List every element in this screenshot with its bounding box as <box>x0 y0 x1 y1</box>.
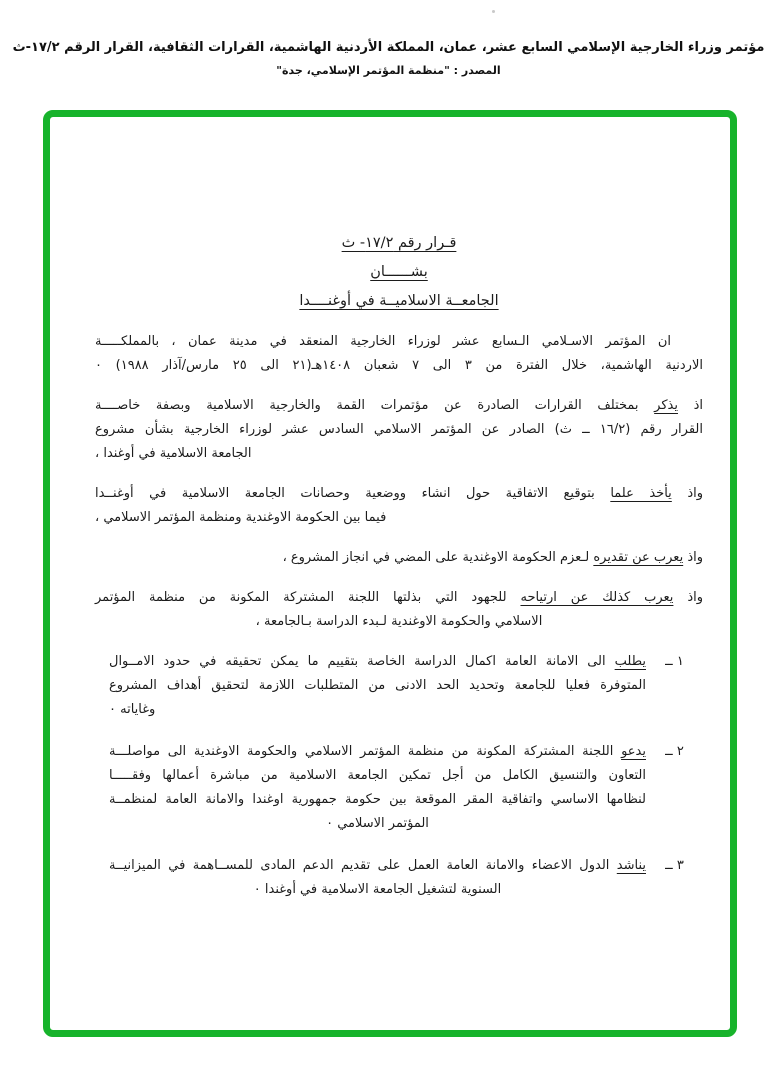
text-run: المتوفرة فعليا للجامعة وتحديد الحد الادنى من المتطلبات اللازمة لتحقيق أهداف المشروع <box>109 678 646 693</box>
scan-speck <box>492 10 495 13</box>
title-text: قـرار رقم ١٧/٢- ث <box>341 235 457 251</box>
preamble-paragraph <box>95 482 703 530</box>
document-line <box>95 330 703 354</box>
text-run: الى الامانة العامة اكمال الدراسة الخاصة بتقييم ما يمكن تحقيقه في حدود الامــوال <box>109 654 615 669</box>
item-number: ٢ ــ <box>665 744 684 759</box>
text-run: القرار رقم (١٦/٢ ــ ث) الصادر عن المؤتمر الاسلامي السادس عشر لوزراء الخارجية بشأن مشروع <box>95 422 703 437</box>
underlined-phrase: يناشد <box>616 858 646 873</box>
resolution-item <box>95 740 703 836</box>
text-run: اذ <box>677 398 703 413</box>
document-body <box>50 117 730 920</box>
text-run: بمختلف القرارات الصادرة عن مؤتمرات القمة والخارجية الاسلامية وبصفة خاصــــة <box>95 398 655 413</box>
document-line <box>95 482 703 506</box>
underlined-phrase: يعرب عن تقديره <box>593 550 684 565</box>
document-line <box>95 546 703 570</box>
document-line <box>95 506 703 530</box>
citation-line: مؤتمر وزراء الخارجية الإسلامي السابع عشر، عمان، المملكة الأردنية الهاشمية، القرارات الثقافية، القرار الرقم ١٧/٢-ث <box>12 40 765 55</box>
source-line: المصدر : "منظمة المؤتمر الإسلامي، جدة" <box>276 64 501 77</box>
text-run: الجامعة الاسلامية في أوغندا ، <box>95 446 252 461</box>
text-run: فيما بين الحكومة الاوغندية ومنظمة المؤتمر الاسلامي ، <box>95 510 387 525</box>
text-run: للجهود التي بذلتها اللجنة المشتركة المكونة من منظمة المؤتمر <box>95 590 521 605</box>
text-run: التعاون والتنسيق الكامل من أجل تمكين الجامعة الاسلامية من مباشرة أعمالها وفقـــــا <box>109 768 646 783</box>
document-line <box>95 394 703 418</box>
document-line <box>95 610 703 634</box>
text-run: الدول الاعضاء والامانة العامة العمل على تقديم الدعم المادى للمســاهمة في الميزانيــة <box>109 858 617 873</box>
document-line <box>95 442 703 466</box>
text-run: وغاياته ٠ <box>109 702 156 717</box>
resolution-item <box>95 650 703 722</box>
document-line <box>109 650 646 674</box>
text-run: ان المؤتمر الاسـلامي الـسابع عشر لوزراء الخارجية المنعقد في مدينة عمان ، بالمملكـــــة <box>95 334 671 349</box>
document-line <box>109 788 646 812</box>
text-run: اللجنة المشتركة المكونة من منظمة المؤتمر الاسلامي والحكومة الاوغندية الى مواصلـــة <box>109 744 622 759</box>
text-run: المؤتمر الاسلامي ٠ <box>326 816 429 831</box>
preamble-paragraph <box>95 394 703 466</box>
preamble-paragraphs <box>95 330 703 634</box>
document-line <box>95 418 703 442</box>
document-line <box>109 764 646 788</box>
document-frame <box>43 110 737 1037</box>
document-line <box>95 586 703 610</box>
preamble-paragraph <box>95 546 703 570</box>
resolution-item <box>95 854 703 902</box>
item-text <box>109 650 646 722</box>
underlined-phrase: يذكر <box>654 398 678 413</box>
underlined-phrase: يأخذ علما <box>610 486 672 501</box>
document-line <box>109 812 646 836</box>
title-line <box>95 229 703 258</box>
preamble-paragraph <box>95 330 703 378</box>
text-run: الاردنية الهاشمية، خلال الفترة من ٣ الى ٧ شعبان ١٤٠٨هـ(٢١ الى ٢٥ مارس/آذار ١٩٨٨) ٠ <box>95 358 703 373</box>
item-number: ١ ــ <box>665 654 684 669</box>
title-line <box>95 287 703 316</box>
document-line <box>109 740 646 764</box>
document-line <box>109 878 646 902</box>
title-text: الجامعــة الاسلاميــة في أوغنــــدا <box>299 293 499 309</box>
text-run: لنظامها الاساسي واتفاقية المقر الموقعة بين حكومة جمهورية اوغندا والامانة العامة لمنظمــة <box>109 792 646 807</box>
title-text: بشــــــان <box>370 264 428 280</box>
text-run: بتوقيع الاتفاقية حول انشاء ووضعية وحصانات الجامعة الاسلامية في أوغنــدا <box>95 486 611 501</box>
text-run: واذ <box>671 486 704 501</box>
item-text <box>109 740 646 836</box>
document-line <box>95 354 703 378</box>
text-run: الاسلامي والحكومة الاوغندية لـبدء الدراسة بـالجامعة ، <box>255 614 543 629</box>
operative-items <box>95 650 703 902</box>
document-line <box>109 854 646 878</box>
text-run: السنوية لتشغيل الجامعة الاسلامية في أوغندا ٠ <box>253 882 502 897</box>
text-run: واذ <box>683 550 703 565</box>
document-line <box>109 674 646 698</box>
underlined-phrase: يعرب كذلك عن ارتياحه <box>520 590 674 605</box>
citation-header <box>0 40 777 77</box>
title-line <box>95 258 703 287</box>
document-line <box>109 698 646 722</box>
preamble-paragraph <box>95 586 703 634</box>
item-number: ٣ ــ <box>665 858 684 873</box>
item-text <box>109 854 646 902</box>
underlined-phrase: يدعو <box>621 744 646 759</box>
underlined-phrase: يطلب <box>614 654 646 669</box>
resolution-title <box>95 229 703 316</box>
text-run: لـعزم الحكومة الاوغندية على المضي في انجاز المشروع ، <box>282 550 594 565</box>
text-run: واذ <box>673 590 703 605</box>
